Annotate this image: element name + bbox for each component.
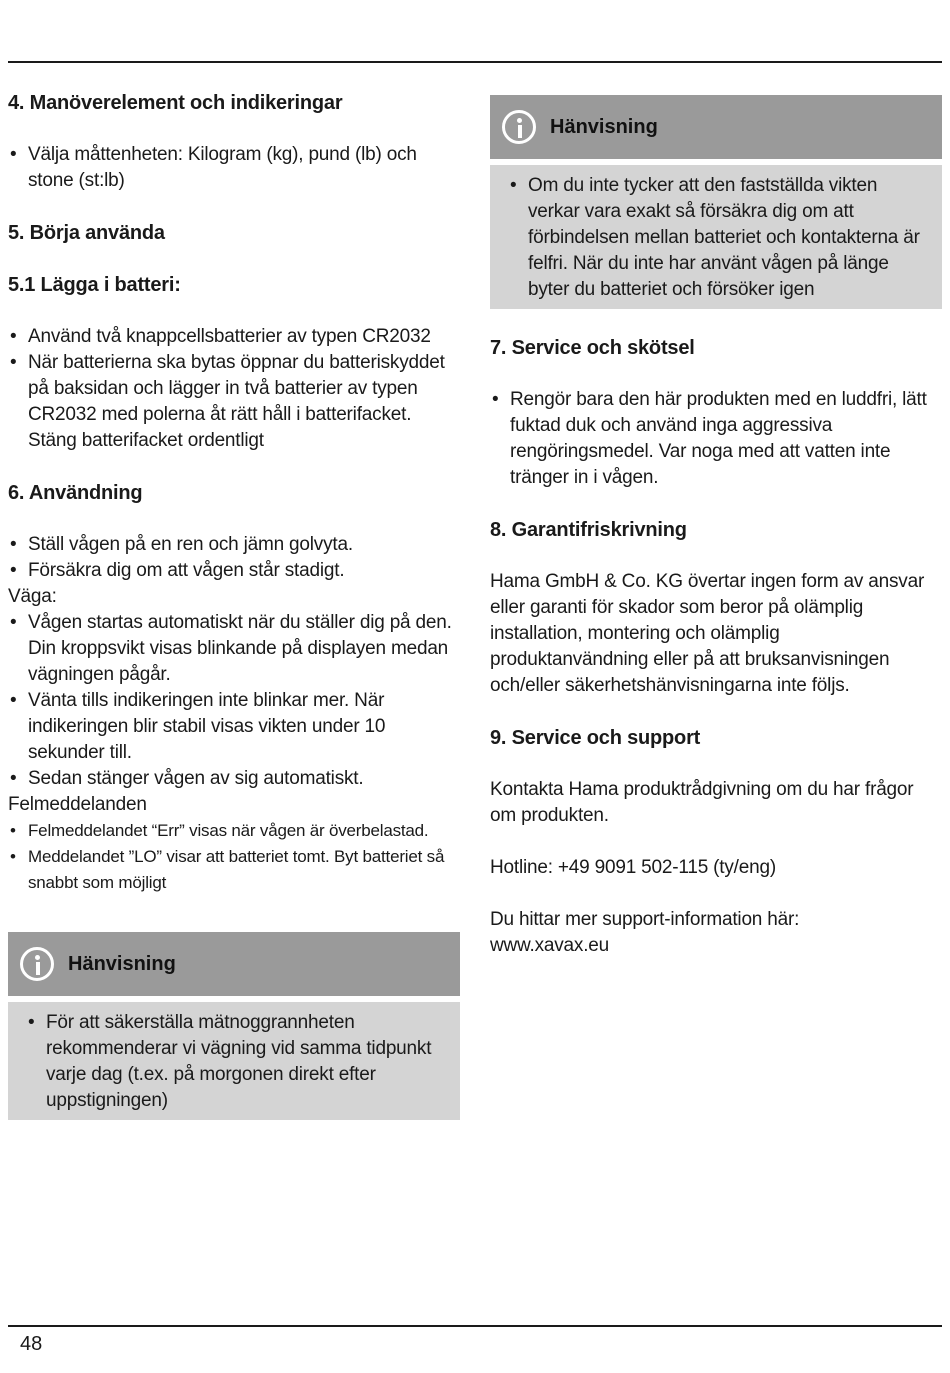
notice-box-accuracy xyxy=(490,95,942,309)
notice-list xyxy=(508,173,930,303)
hotline-text: Hotline: +49 9091 502-115 (ty/eng) xyxy=(490,857,776,878)
section-6-heading: 6. Användning xyxy=(8,482,143,504)
list-item: • För att säkerställa mätnoggrannheten rekommenderar vi vägning vid samma tidpunkt varje dag (t.ex. på morgonen direkt efter uppstigningen) xyxy=(26,1010,448,1114)
info-icon xyxy=(20,947,54,981)
right-column xyxy=(490,95,942,959)
notice-header xyxy=(490,95,942,159)
section-5-1-heading: 5.1 Lägga i batteri: xyxy=(8,274,181,296)
notice-header xyxy=(8,932,460,996)
left-column xyxy=(8,90,460,1120)
notice-box-measurement xyxy=(8,932,460,1120)
list-item: • När batterierna ska bytas öppnar du batteriskyddet på baksidan och lägger in två batterier av typen CR2032 med polerna åt rätt håll i batterifacket. Stäng batterifacket ordentligt xyxy=(8,350,460,454)
vaga-label: Väga: xyxy=(8,586,57,607)
list-item: • Försäkra dig om att vågen står stadigt. xyxy=(8,558,460,584)
list-item: • Rengör bara den här produkten med en luddfri, lätt fuktad duk och använd inga aggressiva rengöringsmedel. Var noga med att vatten inte tränger in i vågen. xyxy=(490,387,942,491)
notice-title: Hänvisning xyxy=(550,115,658,138)
list-item: • Sedan stänger vågen av sig automatiskt. xyxy=(8,766,460,792)
section-9-text: Kontakta Hama produktrådgivning om du har frågor om produkten. xyxy=(490,779,914,826)
section-9-heading: 9. Service och support xyxy=(490,727,701,749)
section-4-list xyxy=(8,142,460,194)
page-number: 48 xyxy=(20,1333,43,1355)
notice-body xyxy=(8,1002,460,1120)
list-item: • Meddelandet ”LO” visar att batteriet tomt. Byt batteriet så snabbt som möjligt xyxy=(8,844,460,896)
list-item: • Om du inte tycker att den fastställda vikten verkar vara exakt så försäkra dig om att förbindelsen mellan batteriet och kontakterna är felfri. När du inte har använt vågen på länge byter du batteriet och försöker igen xyxy=(508,173,930,303)
section-8-heading: 8. Garantifriskrivning xyxy=(490,519,687,541)
notice-title: Hänvisning xyxy=(68,952,176,975)
section-7-list xyxy=(490,387,942,491)
list-item: • Felmeddelandet “Err” visas när vågen är överbelastad. xyxy=(8,818,460,844)
top-rule xyxy=(8,61,942,63)
notice-list xyxy=(26,1010,448,1114)
support-link[interactable]: www.xavax.eu xyxy=(490,935,610,956)
list-item: • Vänta tills indikeringen inte blinkar mer. När indikeringen blir stabil visas vikten under 10 sekunder till. xyxy=(8,688,460,766)
section-8-text: Hama GmbH & Co. KG övertar ingen form av ansvar eller garanti för skador som beror på olämplig installation, montering och olämplig produktanvändning eller på att bruksanvisningen och/eller säkerhetshänvisningarna inte följs. xyxy=(490,571,925,696)
vaga-list xyxy=(8,610,460,792)
info-icon xyxy=(502,110,536,144)
list-item: • Ställ vågen på en ren och jämn golvyta. xyxy=(8,532,460,558)
felmeddelanden-list xyxy=(8,818,460,896)
section-5-1-list xyxy=(8,324,460,454)
bottom-rule xyxy=(8,1325,942,1327)
section-6-list xyxy=(8,532,460,584)
section-5-heading: 5. Börja använda xyxy=(8,222,165,244)
list-item: • Välja måttenheten: Kilogram (kg), pund (lb) och stone (st:lb) xyxy=(8,142,460,194)
section-7-heading: 7. Service och skötsel xyxy=(490,337,695,359)
notice-body xyxy=(490,165,942,309)
list-item: • Använd två knappcellsbatterier av typen CR2032 xyxy=(8,324,460,350)
section-4-heading: 4. Manöverelement och indikeringar xyxy=(8,92,343,114)
list-item: • Vågen startas automatiskt när du ställer dig på den. Din kroppsvikt visas blinkande på displayen medan vägningen pågår. xyxy=(8,610,460,688)
support-info-text: Du hittar mer support-information här: xyxy=(490,909,800,930)
felmeddelanden-label: Felmeddelanden xyxy=(8,794,147,815)
